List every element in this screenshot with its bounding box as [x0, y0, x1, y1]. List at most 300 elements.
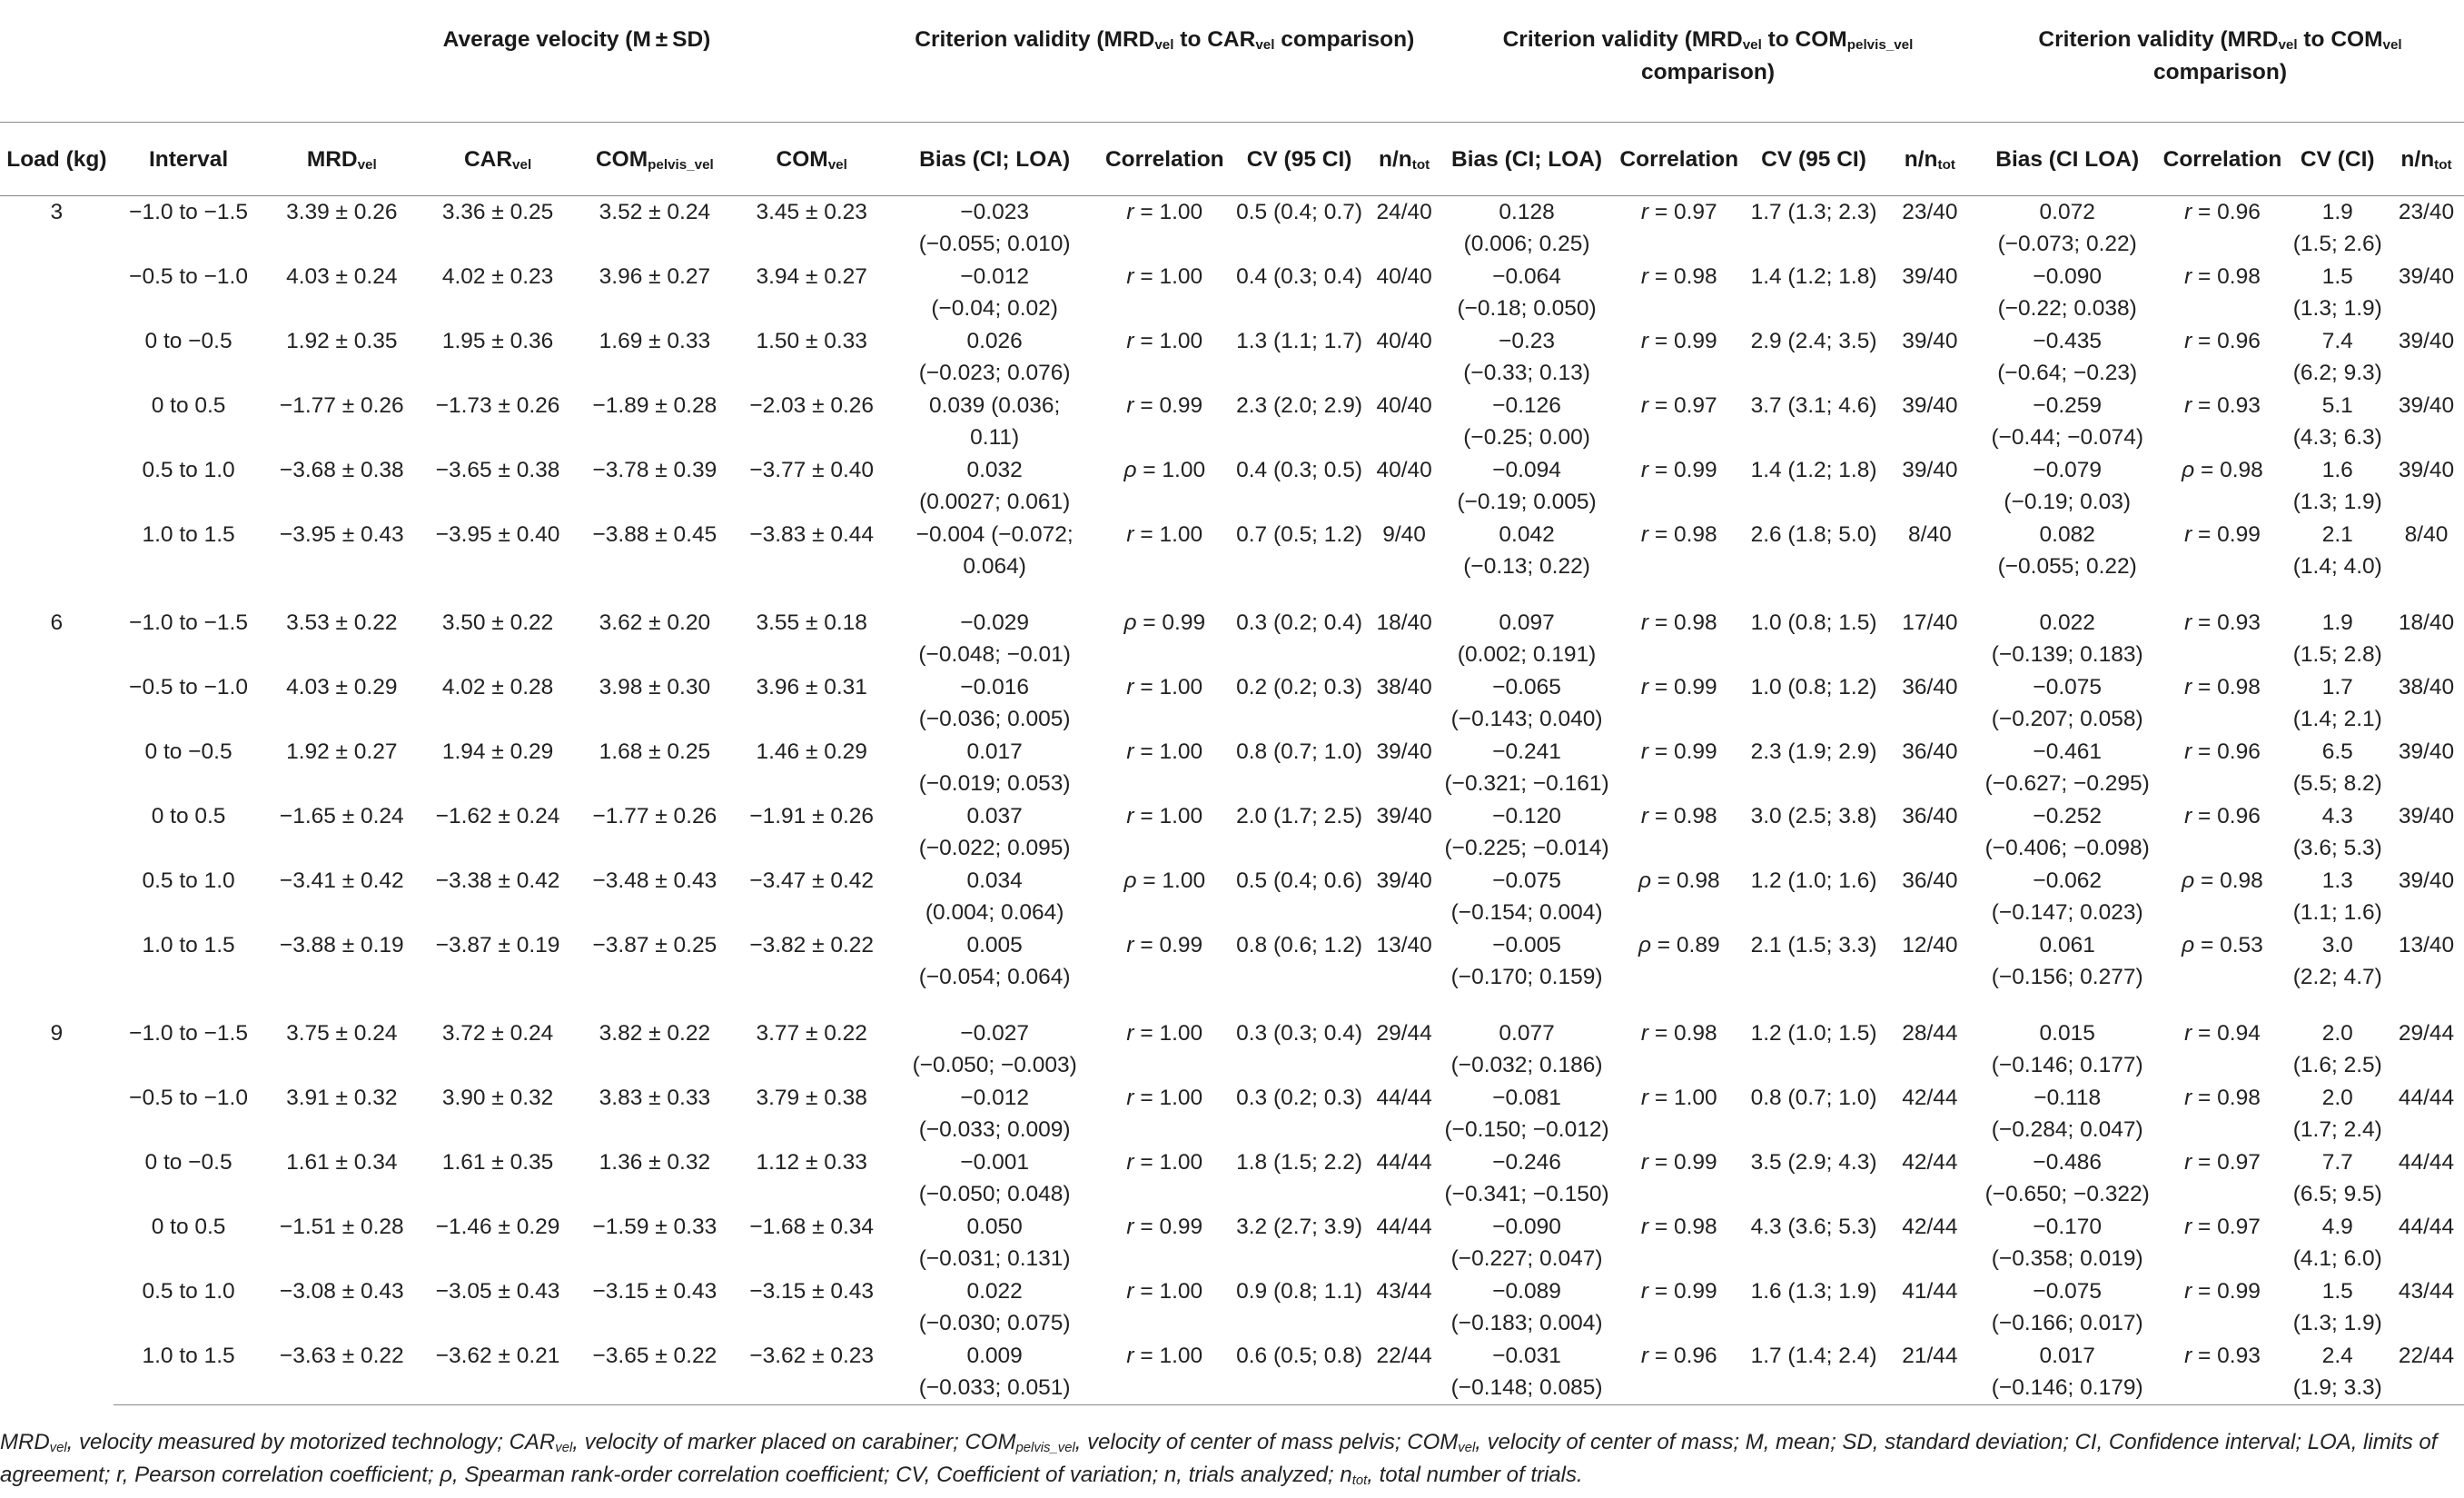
col-header-com-pelvis: $COM_{pelvis\_vel}$ — [576, 123, 734, 196]
bias-car-cell: 0.032 (0.0027; 0.061) — [919, 458, 1071, 514]
table-row — [0, 261, 2464, 325]
cv-com-cell: 1.6 (1.3; 1.9) — [2292, 458, 2382, 514]
table-row — [0, 736, 2464, 800]
table-row — [0, 800, 2464, 865]
n-pelvis-cell: 39/40 — [1902, 393, 1958, 418]
com-velocity-cell: 3.77 ± 0.22 — [756, 1021, 867, 1046]
bias-pelvis-cell: −0.075 (−0.154; 0.004) — [1450, 868, 1603, 925]
cv-com-cell: 2.4 (1.9; 3.3) — [2287, 1340, 2389, 1405]
cv-car-cell: 0.6 (0.5; 0.8) — [1230, 1340, 1369, 1405]
bias-pelvis-cell: −0.246 (−0.341; −0.150) — [1444, 1150, 1609, 1206]
correlation-car-cell: r = 1.00 — [1126, 264, 1203, 289]
interval-cell: 0 to −0.5 — [144, 739, 233, 764]
load-cell: 6 — [50, 610, 64, 635]
n-com-cell: 39/40 — [2398, 739, 2455, 764]
correlation-com-cell: ρ = 0.53 — [2182, 933, 2263, 957]
com-pelvis-velocity-cell: −3.87 ± 0.25 — [592, 933, 717, 957]
com-velocity-cell: 3.94 ± 0.27 — [756, 264, 867, 289]
correlation-car-cell: r = 1.00 — [1126, 522, 1203, 547]
interval-cell: 0 to 0.5 — [151, 1215, 226, 1239]
table-row — [0, 865, 2464, 929]
interval-cell: 0 to 0.5 — [151, 804, 226, 828]
cv-car-cell: 0.8 (0.7; 1.0) — [1236, 739, 1362, 764]
n-car-cell: 44/44 — [1376, 1150, 1432, 1175]
bias-pelvis-cell: −0.241 (−0.321; −0.161) — [1444, 739, 1609, 796]
com-pelvis-velocity-cell: −3.65 ± 0.22 — [576, 1340, 734, 1405]
correlation-pelvis-cell: r = 0.98 — [1640, 804, 1717, 828]
com-pelvis-velocity-cell: 1.68 ± 0.25 — [599, 739, 711, 764]
n-pelvis-cell: 12/40 — [1902, 933, 1958, 957]
correlation-pelvis-cell: r = 0.98 — [1640, 1021, 1717, 1046]
cv-com-cell: 2.0 (1.7; 2.4) — [2292, 1086, 2382, 1142]
n-car-cell: 18/40 — [1376, 610, 1432, 635]
col-header-cv-car: CV (95 CI) — [1230, 123, 1369, 196]
bias-car-cell: −0.016 (−0.036; 0.005) — [918, 675, 1071, 731]
bias-com-cell: −0.435 (−0.64; −0.23) — [1997, 329, 2138, 385]
cv-pelvis-cell: 1.0 (0.8; 1.5) — [1750, 610, 1877, 635]
com-velocity-cell: −3.82 ± 0.22 — [749, 933, 875, 957]
results-table — [0, 4, 2464, 1405]
cv-com-cell: 3.0 (2.2; 4.7) — [2292, 933, 2382, 989]
mrd-velocity-cell: 1.61 ± 0.34 — [286, 1150, 398, 1175]
cv-com-cell: 1.5 (1.3; 1.9) — [2292, 264, 2382, 321]
correlation-com-cell: r = 0.98 — [2184, 1086, 2261, 1110]
mrd-velocity-cell: 3.39 ± 0.26 — [286, 200, 398, 224]
correlation-pelvis-cell: r = 0.99 — [1640, 458, 1717, 482]
correlation-car-cell: r = 1.00 — [1126, 804, 1203, 828]
interval-cell: −1.0 to −1.5 — [129, 1021, 248, 1046]
correlation-pelvis-cell: ρ = 0.89 — [1638, 933, 1720, 957]
cv-car-cell: 0.4 (0.3; 0.4) — [1236, 264, 1362, 289]
com-velocity-cell: −3.62 ± 0.23 — [734, 1340, 890, 1405]
mrd-velocity-cell: −3.08 ± 0.43 — [279, 1279, 404, 1304]
bias-com-cell: −0.075 (−0.166; 0.017) — [1991, 1279, 2143, 1335]
mrd-velocity-cell: 3.75 ± 0.24 — [286, 1021, 398, 1046]
correlation-com-cell: r = 0.93 — [2158, 1340, 2286, 1405]
cv-pelvis-cell: 1.7 (1.3; 2.3) — [1750, 200, 1877, 224]
table-row — [0, 325, 2464, 390]
cv-pelvis-cell: 1.6 (1.3; 1.9) — [1750, 1279, 1877, 1304]
com-velocity-cell: −3.77 ± 0.40 — [749, 458, 875, 482]
correlation-car-cell: r = 1.00 — [1126, 1279, 1203, 1304]
table-row — [0, 454, 2464, 519]
mrd-velocity-cell: −3.63 ± 0.22 — [263, 1340, 420, 1405]
n-car-cell: 40/40 — [1376, 329, 1432, 353]
correlation-com-cell: r = 0.99 — [2184, 522, 2261, 547]
correlation-com-cell: r = 0.93 — [2184, 610, 2261, 635]
interval-cell: 0 to −0.5 — [144, 1150, 233, 1175]
cv-car-cell: 0.5 (0.4; 0.7) — [1236, 200, 1362, 224]
col-header-cv-pelvis: CV (95 CI) — [1744, 123, 1883, 196]
n-car-cell: 44/44 — [1376, 1086, 1432, 1110]
n-car-cell: 39/40 — [1376, 868, 1432, 893]
correlation-com-cell: r = 0.98 — [2184, 675, 2261, 699]
bias-pelvis-cell: −0.126 (−0.25; 0.00) — [1463, 393, 1590, 450]
car-velocity-cell: −3.95 ± 0.40 — [435, 522, 560, 547]
com-velocity-cell: −3.83 ± 0.44 — [749, 522, 875, 547]
n-pelvis-cell: 36/40 — [1902, 739, 1958, 764]
table-row — [0, 519, 2464, 583]
table-row — [0, 196, 2464, 262]
correlation-car-cell: r = 1.00 — [1126, 1021, 1203, 1046]
correlation-car-cell: r = 0.99 — [1126, 393, 1203, 418]
bias-car-cell: −0.027 (−0.050; −0.003) — [912, 1021, 1077, 1077]
col-header-interval: Interval — [114, 123, 264, 196]
cv-pelvis-cell: 3.5 (2.9; 4.3) — [1750, 1150, 1877, 1175]
cv-pelvis-cell: 2.3 (1.9; 2.9) — [1750, 739, 1877, 764]
group-header-criterion-pelvis: Criterion validity ($MRD_{vel}$ to $COM_{pelvis\_vel}$ comparison) — [1502, 27, 1914, 84]
car-velocity-cell: 3.50 ± 0.22 — [441, 610, 554, 635]
n-com-cell: 18/40 — [2398, 610, 2455, 635]
cv-car-cell: 0.8 (0.6; 1.2) — [1236, 933, 1362, 957]
col-header-bias-car: Bias (CI; LOA) — [890, 123, 1100, 196]
cv-com-cell: 4.9 (4.1; 6.0) — [2292, 1215, 2382, 1271]
correlation-car-cell: r = 1.00 — [1126, 1150, 1203, 1175]
n-car-cell: 24/40 — [1376, 200, 1432, 224]
correlation-car-cell: r = 1.00 — [1100, 1340, 1230, 1405]
bias-car-cell: −0.023 (−0.055; 0.010) — [918, 200, 1071, 256]
n-car-cell: 13/40 — [1376, 933, 1432, 957]
n-com-cell: 44/44 — [2398, 1150, 2455, 1175]
mrd-velocity-cell: 4.03 ± 0.24 — [286, 264, 398, 289]
com-pelvis-velocity-cell: 1.69 ± 0.33 — [599, 329, 711, 353]
correlation-pelvis-cell: r = 0.98 — [1640, 522, 1717, 547]
cv-pelvis-cell: 2.9 (2.4; 3.5) — [1750, 329, 1877, 353]
bias-car-cell: 0.039 (0.036; 0.11) — [928, 393, 1061, 450]
correlation-pelvis-cell: ρ = 0.98 — [1638, 868, 1720, 893]
correlation-car-cell: ρ = 1.00 — [1123, 868, 1206, 893]
cv-car-cell: 0.3 (0.3; 0.4) — [1236, 1021, 1362, 1046]
bias-com-cell: −0.252 (−0.406; −0.098) — [1984, 804, 2150, 860]
cv-pelvis-cell: 2.6 (1.8; 5.0) — [1750, 522, 1877, 547]
correlation-com-cell: r = 0.93 — [2184, 393, 2261, 418]
cv-car-cell: 2.0 (1.7; 2.5) — [1236, 804, 1362, 828]
col-header-n-pelvis: $n/n_{tot}$ — [1884, 123, 1976, 196]
col-header-bias-com: Bias (CI LOA) — [1976, 123, 2158, 196]
cv-com-cell: 7.4 (6.2; 9.3) — [2292, 329, 2382, 385]
n-car-cell: 39/40 — [1376, 739, 1432, 764]
com-pelvis-velocity-cell: 3.83 ± 0.33 — [599, 1086, 711, 1110]
mrd-velocity-cell: −3.88 ± 0.19 — [279, 933, 404, 957]
bias-car-cell: 0.026 (−0.023; 0.076) — [918, 329, 1071, 385]
bias-pelvis-cell: −0.094 (−0.19; 0.005) — [1457, 458, 1597, 514]
col-header-n-com: $n/n_{tot}$ — [2389, 123, 2464, 196]
bias-car-cell: 0.009 (−0.033; 0.051) — [890, 1340, 1100, 1405]
car-velocity-cell: 4.02 ± 0.28 — [441, 675, 554, 699]
cv-car-cell: 3.2 (2.7; 3.9) — [1236, 1215, 1362, 1239]
car-velocity-cell: −1.62 ± 0.24 — [435, 804, 560, 828]
mrd-velocity-cell: −1.51 ± 0.28 — [279, 1215, 404, 1239]
col-header-correlation-car: Correlation — [1100, 123, 1230, 196]
com-pelvis-velocity-cell: −1.89 ± 0.28 — [592, 393, 717, 418]
car-velocity-cell: −3.05 ± 0.43 — [435, 1279, 560, 1304]
n-com-cell: 39/40 — [2398, 804, 2455, 828]
n-car-cell: 40/40 — [1376, 393, 1432, 418]
cv-com-cell: 1.9 (1.5; 2.8) — [2292, 610, 2382, 667]
n-pelvis-cell: 39/40 — [1902, 458, 1958, 482]
col-header-car: $CAR_{vel}$ — [420, 123, 576, 196]
table-row — [0, 1082, 2464, 1146]
cv-pelvis-cell: 0.8 (0.7; 1.0) — [1750, 1086, 1877, 1110]
com-velocity-cell: −1.91 ± 0.26 — [749, 804, 875, 828]
cv-car-cell: 0.5 (0.4; 0.6) — [1236, 868, 1362, 893]
n-com-cell: 43/44 — [2398, 1279, 2455, 1304]
n-com-cell: 44/44 — [2398, 1215, 2455, 1239]
cv-com-cell: 1.5 (1.3; 1.9) — [2292, 1279, 2382, 1335]
com-pelvis-velocity-cell: −1.77 ± 0.26 — [592, 804, 717, 828]
table-row — [0, 583, 2464, 671]
n-car-cell: 40/40 — [1376, 264, 1432, 289]
n-com-cell: 38/40 — [2398, 675, 2455, 699]
com-pelvis-velocity-cell: −3.88 ± 0.45 — [592, 522, 717, 547]
correlation-pelvis-cell: r = 0.99 — [1640, 1279, 1717, 1304]
group-header-average-velocity: Average velocity (M ± SD) — [442, 27, 711, 52]
table-footnote: $MRD_{vel}$, velocity measured by motorized technology; $CAR_{vel}$, velocity of marker placed on carabiner; $COM_{pelvis\_vel}$, velocity of center of mass pelvis; $COM_{vel}$, velocity of center of mass; M, mean; SD, standard deviation; CI, Confidence interval; LOA, limits of agreement; r, Pearson correlation coefficient; ρ, Spearman rank-order correlation coefficient; CV, Coefficient of variation; n, trials analyzed; $n_{tot}$, total number of trials. — [0, 1430, 2438, 1488]
car-velocity-cell: −3.87 ± 0.19 — [435, 933, 560, 957]
bias-com-cell: 0.082 (−0.055; 0.22) — [1997, 522, 2137, 579]
table-row — [0, 1211, 2464, 1275]
bias-com-cell: −0.062 (−0.147; 0.023) — [1991, 868, 2143, 925]
group-header-criterion-car: Criterion validity ($MRD_{vel}$ to $CAR_{vel}$ comparison) — [915, 27, 1415, 53]
correlation-com-cell: r = 0.97 — [2184, 1150, 2261, 1175]
bias-car-cell: −0.004 (−0.072; 0.064) — [915, 522, 1074, 579]
cv-pelvis-cell: 1.0 (0.8; 1.2) — [1750, 675, 1877, 699]
car-velocity-cell: 3.90 ± 0.32 — [441, 1086, 554, 1110]
n-car-cell: 44/44 — [1376, 1215, 1432, 1239]
col-header-n-car: $n/n_{tot}$ — [1369, 123, 1440, 196]
bias-pelvis-cell: −0.090 (−0.227; 0.047) — [1450, 1215, 1603, 1271]
correlation-car-cell: r = 1.00 — [1126, 739, 1203, 764]
bias-com-cell: −0.079 (−0.19; 0.03) — [2004, 458, 2132, 514]
n-com-cell: 23/40 — [2398, 200, 2455, 224]
correlation-com-cell: ρ = 0.98 — [2182, 868, 2263, 893]
mrd-velocity-cell: 3.53 ± 0.22 — [286, 610, 398, 635]
bias-pelvis-cell: 0.042 (−0.13; 0.22) — [1463, 522, 1590, 579]
mrd-velocity-cell: 4.03 ± 0.29 — [286, 675, 398, 699]
interval-cell: 1.0 to 1.5 — [142, 933, 235, 957]
header-spacer — [0, 4, 263, 123]
n-car-cell: 9/40 — [1382, 522, 1426, 547]
cv-car-cell: 0.3 (0.2; 0.4) — [1236, 610, 1362, 635]
correlation-car-cell: r = 0.99 — [1126, 1215, 1203, 1239]
cv-com-cell: 6.5 (5.5; 8.2) — [2292, 739, 2382, 796]
mrd-velocity-cell: −3.95 ± 0.43 — [279, 522, 404, 547]
correlation-pelvis-cell: r = 0.99 — [1640, 329, 1717, 353]
cv-pelvis-cell: 1.4 (1.2; 1.8) — [1750, 264, 1877, 289]
correlation-car-cell: r = 1.00 — [1126, 1086, 1203, 1110]
bias-car-cell: 0.034 (0.004; 0.064) — [925, 868, 1064, 925]
table-body — [0, 196, 2464, 1405]
bias-car-cell: −0.012 (−0.04; 0.02) — [931, 264, 1058, 321]
correlation-car-cell: r = 0.99 — [1126, 933, 1203, 957]
cv-com-cell: 7.7 (6.5; 9.5) — [2292, 1150, 2382, 1206]
com-pelvis-velocity-cell: −1.59 ± 0.33 — [592, 1215, 717, 1239]
n-car-cell: 39/40 — [1376, 804, 1432, 828]
correlation-pelvis-cell: r = 1.00 — [1640, 1086, 1717, 1110]
com-velocity-cell: 1.12 ± 0.33 — [756, 1150, 867, 1175]
bias-car-cell: −0.001 (−0.050; 0.048) — [918, 1150, 1071, 1206]
correlation-com-cell: r = 0.96 — [2184, 200, 2261, 224]
bias-com-cell: −0.259 (−0.44; −0.074) — [1991, 393, 2143, 450]
bias-car-cell: −0.029 (−0.048; −0.01) — [918, 610, 1071, 667]
car-velocity-cell: 3.72 ± 0.24 — [441, 1021, 554, 1046]
correlation-pelvis-cell: r = 0.98 — [1640, 264, 1717, 289]
n-com-cell: 13/40 — [2398, 933, 2455, 957]
correlation-com-cell: r = 0.94 — [2184, 1021, 2261, 1046]
car-velocity-cell: 1.94 ± 0.29 — [441, 739, 554, 764]
cv-pelvis-cell: 1.7 (1.4; 2.4) — [1744, 1340, 1883, 1405]
car-velocity-cell: −3.62 ± 0.21 — [420, 1340, 576, 1405]
correlation-com-cell: ρ = 0.98 — [2182, 458, 2263, 482]
car-velocity-cell: 1.95 ± 0.36 — [441, 329, 554, 353]
table-row — [0, 1275, 2464, 1340]
n-pelvis-cell: 41/44 — [1902, 1279, 1958, 1304]
bias-pelvis-cell: −0.120 (−0.225; −0.014) — [1444, 804, 1609, 860]
col-header-cv-com: CV (CI) — [2287, 123, 2389, 196]
n-com-cell: 39/40 — [2398, 868, 2455, 893]
bias-com-cell: 0.072 (−0.073; 0.22) — [1997, 200, 2137, 256]
n-pelvis-cell: 42/44 — [1902, 1086, 1958, 1110]
interval-cell: 1.0 to 1.5 — [114, 1340, 264, 1405]
table-row — [0, 671, 2464, 736]
cv-com-cell: 4.3 (3.6; 5.3) — [2292, 804, 2382, 860]
cv-com-cell: 1.3 (1.1; 1.6) — [2292, 868, 2382, 925]
n-pelvis-cell: 17/40 — [1902, 610, 1958, 635]
interval-cell: −0.5 to −1.0 — [129, 1086, 248, 1110]
cv-car-cell: 2.3 (2.0; 2.9) — [1236, 393, 1362, 418]
table-row — [0, 929, 2464, 994]
cv-car-cell: 0.3 (0.2; 0.3) — [1236, 1086, 1362, 1110]
car-velocity-cell: −3.38 ± 0.42 — [435, 868, 560, 893]
com-pelvis-velocity-cell: −3.78 ± 0.39 — [592, 458, 717, 482]
bias-pelvis-cell: −0.23 (−0.33; 0.13) — [1463, 329, 1590, 385]
cv-pelvis-cell: 1.2 (1.0; 1.6) — [1750, 868, 1877, 893]
bias-com-cell: −0.486 (−0.650; −0.322) — [1984, 1150, 2150, 1206]
com-pelvis-velocity-cell: −3.48 ± 0.43 — [592, 868, 717, 893]
bias-pelvis-cell: 0.128 (0.006; 0.25) — [1463, 200, 1590, 256]
n-com-cell: 39/40 — [2398, 458, 2455, 482]
mrd-velocity-cell: 3.91 ± 0.32 — [286, 1086, 398, 1110]
group-header-criterion-com: Criterion validity ($MRD_{vel}$ to $COM_{vel}$ comparison) — [2038, 27, 2402, 84]
com-velocity-cell: −3.15 ± 0.43 — [749, 1279, 875, 1304]
bias-pelvis-cell: −0.089 (−0.183; 0.004) — [1450, 1279, 1603, 1335]
n-com-cell: 39/40 — [2398, 329, 2455, 353]
correlation-pelvis-cell: r = 0.99 — [1640, 739, 1717, 764]
correlation-com-cell: r = 0.99 — [2184, 1279, 2261, 1304]
correlation-pelvis-cell: r = 0.99 — [1640, 675, 1717, 699]
cv-pelvis-cell: 3.7 (3.1; 4.6) — [1750, 393, 1877, 418]
bias-com-cell: −0.075 (−0.207; 0.058) — [1991, 675, 2143, 731]
cv-pelvis-cell: 1.4 (1.2; 1.8) — [1750, 458, 1877, 482]
interval-cell: −0.5 to −1.0 — [129, 675, 248, 699]
car-velocity-cell: 3.36 ± 0.25 — [441, 200, 554, 224]
bias-pelvis-cell: 0.097 (0.002; 0.191) — [1457, 610, 1597, 667]
cv-com-cell: 2.1 (1.4; 4.0) — [2292, 522, 2382, 579]
cv-pelvis-cell: 4.3 (3.6; 5.3) — [1750, 1215, 1877, 1239]
n-car-cell: 29/44 — [1376, 1021, 1432, 1046]
com-pelvis-velocity-cell: 3.96 ± 0.27 — [599, 264, 711, 289]
col-header-com: $COM_{vel}$ — [734, 123, 890, 196]
correlation-pelvis-cell: r = 0.97 — [1640, 393, 1717, 418]
cv-com-cell: 1.7 (1.4; 2.1) — [2292, 675, 2382, 731]
com-velocity-cell: −1.68 ± 0.34 — [749, 1215, 875, 1239]
com-pelvis-velocity-cell: 3.82 ± 0.22 — [599, 1021, 711, 1046]
bias-car-cell: −0.012 (−0.033; 0.009) — [918, 1086, 1071, 1142]
com-velocity-cell: 1.46 ± 0.29 — [756, 739, 867, 764]
correlation-car-cell: r = 1.00 — [1126, 200, 1203, 224]
bias-car-cell: 0.022 (−0.030; 0.075) — [918, 1279, 1071, 1335]
com-pelvis-velocity-cell: 3.98 ± 0.30 — [599, 675, 711, 699]
n-car-cell: 22/44 — [1369, 1340, 1440, 1405]
com-pelvis-velocity-cell: −3.15 ± 0.43 — [592, 1279, 717, 1304]
n-com-cell: 29/44 — [2398, 1021, 2455, 1046]
com-velocity-cell: 3.79 ± 0.38 — [756, 1086, 867, 1110]
table-row — [0, 1146, 2464, 1211]
correlation-com-cell: r = 0.96 — [2184, 329, 2261, 353]
com-velocity-cell: 3.45 ± 0.23 — [756, 200, 867, 224]
correlation-pelvis-cell: r = 0.96 — [1614, 1340, 1744, 1405]
load-cell: 3 — [50, 200, 64, 224]
n-pelvis-cell: 28/44 — [1902, 1021, 1958, 1046]
interval-cell: −0.5 to −1.0 — [129, 264, 248, 289]
bias-car-cell: 0.017 (−0.019; 0.053) — [918, 739, 1071, 796]
column-header-row — [0, 123, 2464, 196]
bias-pelvis-cell: −0.064 (−0.18; 0.050) — [1457, 264, 1597, 321]
cv-car-cell: 0.2 (0.2; 0.3) — [1236, 675, 1362, 699]
n-pelvis-cell: 21/44 — [1884, 1340, 1976, 1405]
mrd-velocity-cell: −3.41 ± 0.42 — [279, 868, 404, 893]
load-cell: 9 — [50, 1021, 64, 1046]
cv-car-cell: 0.4 (0.3; 0.5) — [1236, 458, 1362, 482]
n-car-cell: 43/44 — [1376, 1279, 1432, 1304]
com-pelvis-velocity-cell: 3.52 ± 0.24 — [599, 200, 711, 224]
car-velocity-cell: 4.02 ± 0.23 — [441, 264, 554, 289]
cv-pelvis-cell: 1.2 (1.0; 1.5) — [1750, 1021, 1877, 1046]
com-velocity-cell: 1.50 ± 0.33 — [756, 329, 867, 353]
n-com-cell: 39/40 — [2398, 393, 2455, 418]
cv-com-cell: 2.0 (1.6; 2.5) — [2292, 1021, 2382, 1077]
interval-cell: 1.0 to 1.5 — [142, 522, 235, 547]
correlation-pelvis-cell: r = 0.97 — [1640, 200, 1717, 224]
cv-car-cell: 0.9 (0.8; 1.1) — [1236, 1279, 1362, 1304]
com-pelvis-velocity-cell: 3.62 ± 0.20 — [599, 610, 711, 635]
bias-com-cell: −0.090 (−0.22; 0.038) — [1997, 264, 2137, 321]
col-header-load: Load (kg) — [0, 123, 114, 196]
mrd-velocity-cell: −3.68 ± 0.38 — [279, 458, 404, 482]
bias-com-cell: 0.022 (−0.139; 0.183) — [1991, 610, 2143, 667]
col-header-mrd: $MRD_{vel}$ — [263, 123, 420, 196]
correlation-com-cell: r = 0.98 — [2184, 264, 2261, 289]
n-pelvis-cell: 42/44 — [1902, 1215, 1958, 1239]
n-com-cell: 8/40 — [2404, 522, 2449, 547]
bias-pelvis-cell: −0.065 (−0.143; 0.040) — [1450, 675, 1603, 731]
cv-car-cell: 0.7 (0.5; 1.2) — [1236, 522, 1362, 547]
com-velocity-cell: −3.47 ± 0.42 — [749, 868, 875, 893]
correlation-com-cell: r = 0.97 — [2184, 1215, 2261, 1239]
car-velocity-cell: 1.61 ± 0.35 — [441, 1150, 554, 1175]
n-pelvis-cell: 42/44 — [1902, 1150, 1958, 1175]
cv-car-cell: 1.3 (1.1; 1.7) — [1236, 329, 1362, 353]
cv-car-cell: 1.8 (1.5; 2.2) — [1236, 1150, 1362, 1175]
interval-cell: 0 to −0.5 — [144, 329, 233, 353]
cv-com-cell: 5.1 (4.3; 6.3) — [2292, 393, 2382, 450]
correlation-pelvis-cell: r = 0.98 — [1640, 1215, 1717, 1239]
col-header-correlation-com: Correlation — [2158, 123, 2286, 196]
bias-com-cell: 0.061 (−0.156; 0.277) — [1991, 933, 2143, 989]
mrd-velocity-cell: 1.92 ± 0.35 — [286, 329, 398, 353]
interval-cell: −1.0 to −1.5 — [129, 610, 248, 635]
table-row — [0, 390, 2464, 454]
